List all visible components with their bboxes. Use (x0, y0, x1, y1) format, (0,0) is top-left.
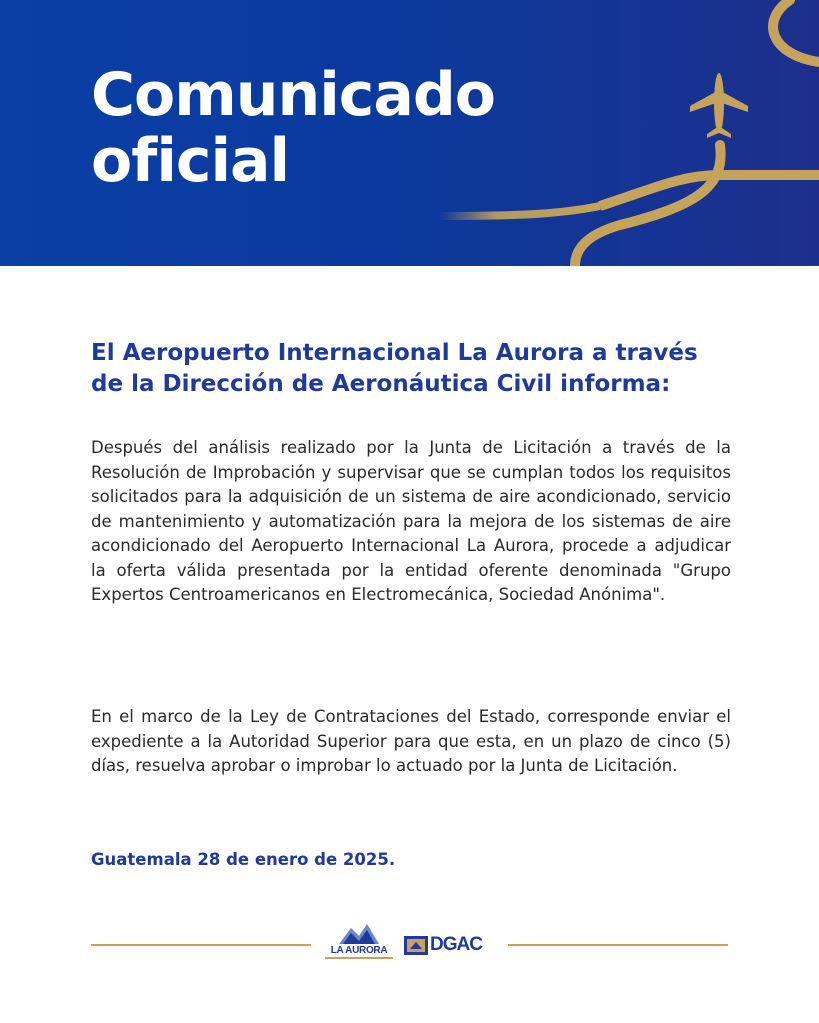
page-title: Comunicado oficial (91, 60, 495, 196)
date-line: Guatemala 28 de enero de 2025. (91, 850, 396, 869)
la-aurora-logo (325, 922, 393, 958)
dgac-emblem-icon (404, 936, 428, 955)
footer-divider-left (91, 944, 311, 946)
header-banner (0, 0, 819, 266)
dgac-logo-text: DGAC (430, 934, 482, 955)
body-paragraph-1: Después del análisis realizado por la Junta de Licitación a través de la Resolución de Improbación y supervisar que se cumplan todos los requisitos solicitados para la adquisición de un sistema de aire acondicionado, servicio de mantenimiento y automatización para la mejora de los sistemas de aire acondicionado del Aeropuerto Internacional La Aurora, procede a adjudicar la oferta válida presentada por la entidad oferente denominada "Grupo Expertos Centroamericanos en Electromecánica, Sociedad Anónima". (91, 438, 731, 604)
la-aurora-logo-text: LA AURORA (325, 945, 393, 959)
body-paragraph-2: En el marco de la Ley de Contrataciones del Estado, corresponde enviar el expediente a la Autoridad Superior para que esta, en un plazo de cinco (5) días, resuelva aprobar o improbar lo actuado por la Junta de Licitación. (91, 707, 731, 775)
mountain-icon (339, 922, 379, 944)
announcement-heading: El Aeropuerto Internacional La Aurora a través de la Dirección de Aeronáutica Civil informa: (91, 340, 698, 397)
airplane-icon (688, 70, 750, 140)
footer-divider-right (508, 944, 728, 946)
